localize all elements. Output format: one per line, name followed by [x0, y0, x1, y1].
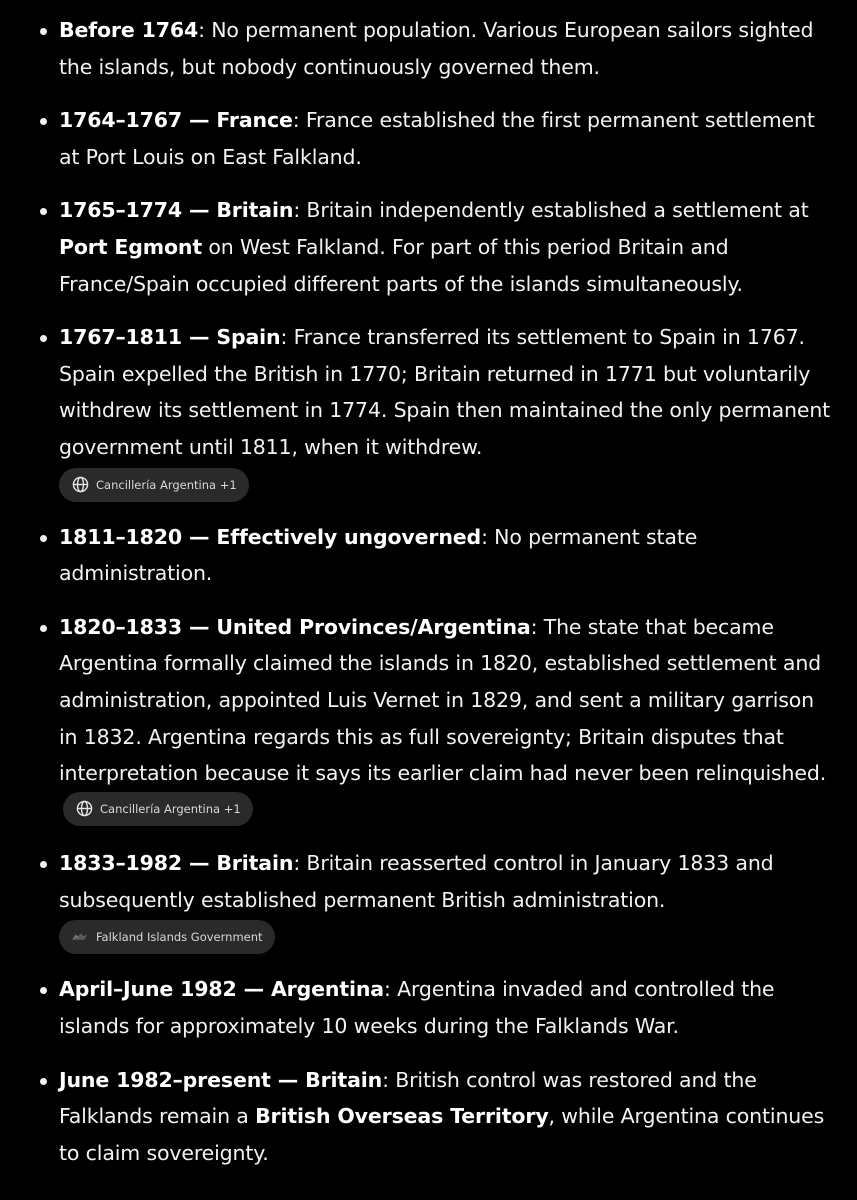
list-item	[0, 609, 857, 829]
place-name: British Overseas Territory	[255, 1104, 549, 1129]
source-chip-label: Cancillería Argentina +1	[100, 801, 241, 816]
period-label: 1833–1982 — Britain	[59, 851, 294, 876]
period-description: : France transferred its settlement to Spain in 1767. Spain expelled the British in 1770; Britain returned in 1771 but voluntarily withdrew its settlement in 1774. Spain then maintained the only permanent government until 1811, when it withdrew.	[59, 325, 831, 459]
source-chip[interactable]	[59, 468, 249, 502]
bullet-icon	[40, 28, 47, 35]
globe-icon	[75, 800, 93, 818]
bullet-icon	[40, 1078, 47, 1085]
bullet-icon	[40, 535, 47, 542]
source-chip[interactable]	[63, 792, 253, 826]
bullet-icon	[40, 208, 47, 215]
period-description: : No permanent state administration.	[59, 524, 698, 586]
period-label: 1764–1767 — France	[59, 108, 293, 133]
period-description: : Britain independently established a settlement at	[293, 198, 809, 223]
period-label: June 1982–present — Britain	[59, 1067, 383, 1092]
bullet-icon	[40, 987, 47, 994]
list-item	[0, 12, 857, 85]
period-label: 1811–1820 — Effectively ungoverned	[59, 524, 482, 549]
period-description: : France established the first permanent settlement at Port Louis on East Falkland.	[59, 108, 815, 169]
source-chip-label: Falkland Islands Government	[96, 930, 263, 945]
period-label: 1765–1774 — Britain	[59, 198, 294, 223]
period-description: : Argentina invaded and controlled the islands for approximately 10 weeks during the Falklands War.	[59, 977, 775, 1039]
period-description-cont: , while Argentina continues to claim sovereignty.	[59, 1104, 825, 1165]
bullet-icon	[40, 861, 47, 868]
falklands-flag-icon	[71, 928, 89, 946]
bullet-icon	[40, 625, 47, 632]
source-chip[interactable]	[59, 920, 275, 954]
list-item	[0, 102, 857, 175]
list-item	[0, 519, 857, 592]
period-description: : Britain reasserted control in January 1833 and subsequently established permanent British administration.	[59, 851, 774, 912]
period-label: Before 1764	[59, 18, 199, 42]
period-description: : No permanent population. Various European sailors sighted the islands, but nobody continuously governed them.	[59, 18, 814, 79]
list-item	[0, 319, 857, 501]
period-label: 1767–1811 — Spain	[59, 325, 281, 350]
source-chip-label: Cancillería Argentina +1	[96, 477, 237, 492]
period-description: : The state that became Argentina formally claimed the islands in 1820, established settlement and administration, appointed Luis Vernet in 1829, and sent a military garrison in 1832. Argentina regards this as full sovereignty; Britain disputes that interpretation because it says its earlier claim had never been relinquished.	[59, 614, 827, 786]
place-name: Port Egmont	[59, 234, 203, 259]
period-description: : British control was restored and the Falklands remain a	[59, 1067, 757, 1129]
period-label: April–June 1982 — Argentina	[59, 977, 384, 1002]
globe-icon	[71, 476, 89, 494]
list-item	[0, 192, 857, 302]
list-item	[0, 1062, 857, 1172]
bullet-icon	[40, 335, 47, 342]
list-item	[0, 971, 857, 1044]
period-description-cont: on West Falkland. For part of this period Britain and France/Spain occupied different parts of the islands simultaneously.	[59, 234, 743, 296]
bullet-icon	[40, 118, 47, 125]
period-label: 1820–1833 — United Provinces/Argentina	[59, 614, 531, 639]
list-item	[0, 845, 857, 954]
